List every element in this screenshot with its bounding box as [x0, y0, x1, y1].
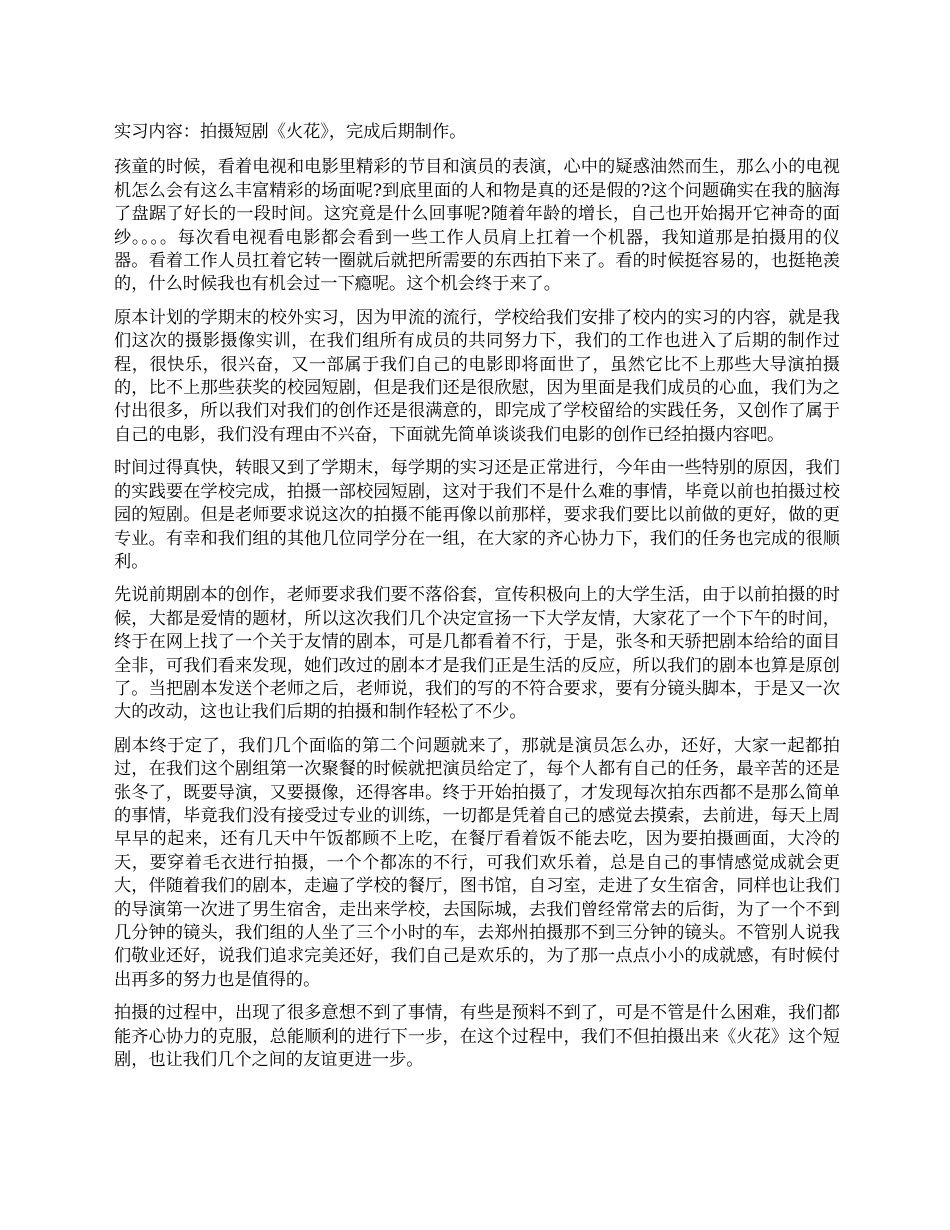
- paragraph-time-flies: 时间过得真快，转眼又到了学期末，每学期的实习还是正常进行，今年由一些特别的原因，我们的实践要在学校完成，拍摄一部校园短剧，这对于我们不是什么难的事情，毕竟以前也拍摄过校园的短剧。但是老师要求说这次的拍摄不能再像以前那样，要求我们要比以前做的更好，做的更专业。有幸和我们组的其他几位同学分在一组，在大家的齐心协力下，我们的任务也完成的很顺利。: [114, 458, 840, 572]
- paragraph-original-plan: 原本计划的学期末的校外实习，因为甲流的流行，学校给我们安排了校内的实习的内容，就是我们这次的摄影摄像实训，在我们组所有成员的共同努力下，我们的工作也进入了后期的制作过程，很快乐，很兴奋，又一部属于我们自己的电影即将面世了，虽然它比不上那些大导演拍摄的，比不上那些获奖的校园短剧，但是我们还是很欣慰，因为里面是我们成员的心血，我们为之付出很多，所以我们对我们的创作还是很满意的，即完成了学校留给的实践任务，又创作了属于自己的电影，我们没有理由不兴奋，下面就先简单谈谈我们电影的创作已经拍摄内容吧。: [114, 307, 840, 445]
- paragraph-conclusion: 拍摄的过程中，出现了很多意想不到了事情，有些是预料不到了，可是不管是什么困难，我们都能齐心协力的克服，总能顺利的进行下一步，在这个过程中，我们不但拍摄出来《火花》这个短剧，也让我们几个之间的友谊更进一步。: [114, 1003, 840, 1071]
- paragraph-filming: 剧本终于定了，我们几个面临的第二个问题就来了，那就是演员怎么办，还好，大家一起都拍过，在我们这个剧组第一次聚餐的时候就把演员给定了，每个人都有自己的任务，最辛苦的还是张冬了，既要导演，又要摄像，还得客串。终于开始拍摄了，才发现每次拍东西都不是那么简单的事情，毕竟我们没有接受过专业的训练，一切都是凭着自己的感觉去摸索，去前进，每天上周早早的起来，还有几天中午饭都顾不上吃，在餐厅看着饭不能去吃，因为要拍摄画面，大冷的天，要穿着毛衣进行拍摄，一个个都冻的不行，可我们欢乐着，总是自己的事情感觉成就会更大，伴随着我们的剧本，走遍了学校的餐厅，图书馆，自习室，走进了女生宿舍，同样也让我们的导演第一次进了男生宿舍，走出来学校，去国际城，去我们曾经常常去的后街，为了一个不到几分钟的镜头，我们组的人坐了三个小时的车，去郑州拍摄那不到三分钟的镜头。不管别人说我们敬业还好，说我们追求完美还好，我们自己是欢乐的，为了那一点点小小的成就感，有时候付出再多的努力也是值得的。: [114, 735, 840, 990]
- internship-content-line: 实习内容：拍摄短剧《火花》，完成后期制作。: [114, 122, 467, 142]
- document-body: [114, 121, 840, 1082]
- paragraph-script-creation: 先说前期剧本的创作，老师要求我们要不落俗套，宣传积极向上的大学生活，由于以前拍摄的时候，大都是爱情的题材，所以这次我们几个决定宣扬一下大学友情，大家花了一个下午的时间，终于在网上找了一个关于友情的剧本，可是几都看着不行，于是，张冬和天骄把剧本给给的面目全非，可我们看来发现，她们改过的剧本才是我们正是生活的反应，所以我们的剧本也算是原创了。当把剧本发送个老师之后，老师说，我们的写的不符合要求，要有分镜头脚本，于是又一次大的改动，这也让我们后期的拍摄和制作轻松了不少。: [114, 585, 840, 723]
- paragraph-childhood: 孩童的时候，看着电视和电影里精彩的节目和演员的表演，心中的疑惑油然而生，那么小的电视机怎么会有这么丰富精彩的场面呢?到底里面的人和物是真的还是假的?这个问题确实在我的脑海了盘踞了好长的一段时间。这究竟是什么回事呢?随着年龄的增长，自己也开始揭开它神奇的面纱。。。。每次看电视看电影都会看到一些工作人员肩上扛着一个机器，我知道那是拍摄用的仪器。看着工作人员扛着它转一圈就后就把所需要的东西拍下来了。看的时候挺容易的，也挺艳羡的，什么时候我也有机会过一下瘾呢。这个机会终于来了。: [114, 157, 840, 295]
